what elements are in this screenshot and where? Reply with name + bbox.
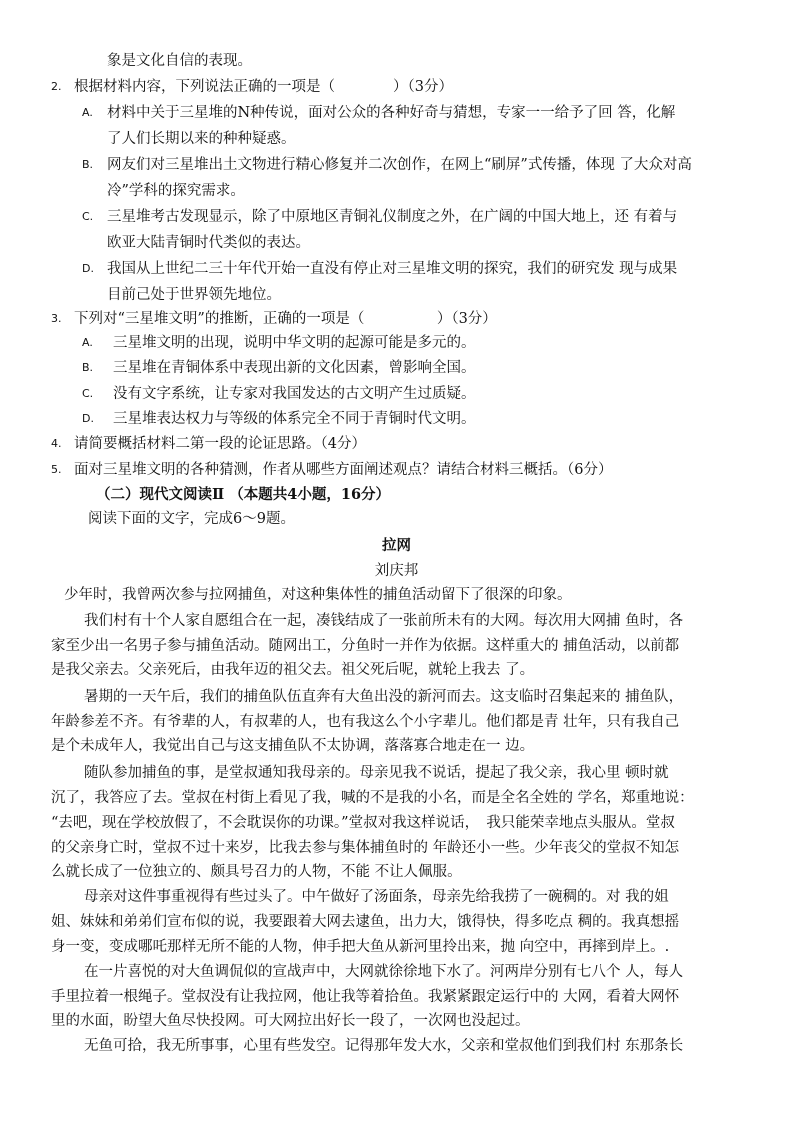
option-letter-d: D. (82, 262, 94, 275)
continuation-line: 象是文化自信的表现。 (107, 53, 252, 69)
q3-option-d: 三星堆表达权力与等级的体系完全不同于青铜时代文明。 (113, 411, 476, 427)
paragraph-4-line3: “去吧，现在学校放假了，不会耽误你的功课。”堂叔对我这样说话， 我只能荣幸地点头服从。堂叔 (51, 815, 675, 831)
q2-option-a-line1: 材料中关于三星堆的N种传说，面对公众的各种好奇与猜想，专家一一给予了回 答，化解 (107, 105, 676, 121)
paragraph-2-line2: 家至少出一名男子参与捕鱼活动。随网出工，分鱼时一并作为依据。这样重大的 捕鱼活动，以前都 (51, 638, 680, 654)
q3-option-b: 三星堆在青铜体系中表现出新的文化因素，曾影响全国。 (113, 360, 476, 376)
q2-option-d-line1: 我国从上世纪二三十年代开始一直没有停止对三星堆文明的探究，我们的研究发 现与成果 (107, 261, 678, 277)
option-letter-c: C. (82, 387, 94, 400)
paragraph-4-line5: 么就长成了一位独立的、颇具号召力的人物，不能 不让人佩服。 (51, 864, 462, 880)
question-number-3: 3. (51, 312, 62, 325)
q2-option-d-line2: 目前己处于世界领先地位。 (107, 287, 281, 303)
paragraph-5-line1: 母亲对这件事重视得有些过头了。中午做好了汤面条，母亲先给我捞了一碗稠的。对 我的姐 (84, 889, 669, 905)
paragraph-6-line3: 里的水面，盼望大鱼尽快投网。可大网拉出好长一段了，一次网也没起过。 (51, 1013, 530, 1029)
option-letter-a: A. (82, 336, 93, 349)
option-letter-a: A. (82, 106, 93, 119)
paragraph-6-line1: 在一片喜悦的对大鱼调侃似的宣战声中，大网就徐徐地下水了。河两岸分别有七八个 人，每人 (84, 964, 684, 980)
option-letter-d: D. (82, 412, 94, 425)
question-3-stem: 下列对“三星堆文明”的推断，正确的一项是（ ）（3分） (74, 311, 497, 327)
question-2-stem: 根据材料内容，下列说法正确的一项是（ ）（3分） (74, 79, 453, 95)
paragraph-2-line1: 我们村有十个人家自愿组合在一起，凑钱结成了一张前所未有的大网。每次用大网捕 鱼时，各 (84, 613, 684, 629)
question-5: 面对三星堆文明的各种猜测，作者从哪些方面阐述观点？请结合材料三概括。（6分） (74, 462, 613, 478)
option-letter-b: B. (82, 158, 94, 171)
paragraph-3-line2: 年龄参差不齐。有爷辈的人，有叔辈的人，也有我这么个小字辈儿。他们都是青 壮年，只有我自己 (51, 714, 680, 730)
article-author: 刘庆邦 (374, 563, 419, 579)
q2-option-a-line2: 了人们长期以来的种种疑惑。 (107, 131, 296, 147)
paragraph-6-line2: 手里拉着一根绳子。堂叔没有让我拉网，他让我等着拾鱼。我紧紧跟定运行中的 大网，看着大网怀 (51, 989, 680, 1005)
question-number-4: 4. (51, 437, 62, 450)
article-title: 拉网 (382, 537, 411, 554)
paragraph-2-line3: 是我父亲去。父亲死后，由我年迈的祖父去。祖父死后呢，就轮上我去 了。 (51, 662, 535, 678)
paragraph-4-line1: 随队参加捕鱼的事，是堂叔通知我母亲的。母亲见我不说话，提起了我父亲，我心里 顿时就 (84, 765, 669, 781)
option-letter-c: C. (82, 210, 94, 223)
option-letter-b: B. (82, 361, 94, 374)
q3-option-c: 没有文字系统，让专家对我国发达的古文明产生过质疑。 (113, 386, 476, 402)
question-number-5: 5. (51, 463, 62, 476)
paragraph-3-line1: 暑期的一天午后，我们的捕鱼队伍直奔有大鱼出没的新河而去。这支临时召集起来的 捕鱼队， (84, 689, 684, 705)
paragraph-4-line2: 沉了，我答应了去。堂叔在村街上看见了我，喊的不是我的小名，而是全名全姓的 学名，郑重地说： (51, 790, 694, 806)
q2-option-b-line2: 冷”学科的探究需求。 (107, 183, 245, 199)
question-4: 请简要概括材料二第一段的论证思路。（4分） (74, 436, 366, 452)
q3-option-a: 三星堆文明的出现，说明中华文明的起源可能是多元的。 (113, 335, 476, 351)
q2-option-c-line1: 三星堆考古发现显示，除了中原地区青铜礼仪制度之外，在广阔的中国大地上，还 有着与 (107, 209, 678, 225)
q2-option-c-line2: 欧亚大陆青铜时代类似的表达。 (107, 235, 310, 251)
paragraph-4-line4: 的父亲身亡时，堂叔不过十来岁，比我去参与集体捕鱼时的 年龄还小一些。少年丧父的堂叔不知怎 (51, 840, 680, 856)
section-heading: （二）现代文阅读Ⅱ （本题共4小题，16分） (96, 486, 391, 503)
paragraph-1: 少年时，我曾两次参与拉网捕鱼，对这种集体性的捕鱼活动留下了很深的印象。 (64, 587, 572, 603)
paragraph-3-line3: 是个未成年人，我觉出自己与这支捕鱼队不太协调，落落寡合地走在一 边。 (51, 738, 535, 754)
q2-option-b-line1: 网友们对三星堆出土文物进行精心修复并二次创作，在网上“刷屏”式传播，体现 了大众对高 (107, 157, 692, 173)
paragraph-5-line2: 姐、妹妹和弟弟们宣布似的说，我要跟着大网去逮鱼，出力大，饿得快，得多吃点 稠的。我真想摇 (51, 914, 680, 930)
paragraph-5-line3: 身一变，变成哪吒那样无所不能的人物，伸手把大鱼从新河里拎出来，抛 向空中，再摔到岸上。. (51, 939, 670, 955)
paragraph-7-line1: 无鱼可拾，我无所事事，心里有些发空。记得那年发大水，父亲和堂叔他们到我们村 东那条长 (84, 1038, 684, 1054)
instruction: 阅读下面的文字，完成6～9题。 (88, 511, 295, 527)
question-number-2: 2. (51, 80, 62, 93)
